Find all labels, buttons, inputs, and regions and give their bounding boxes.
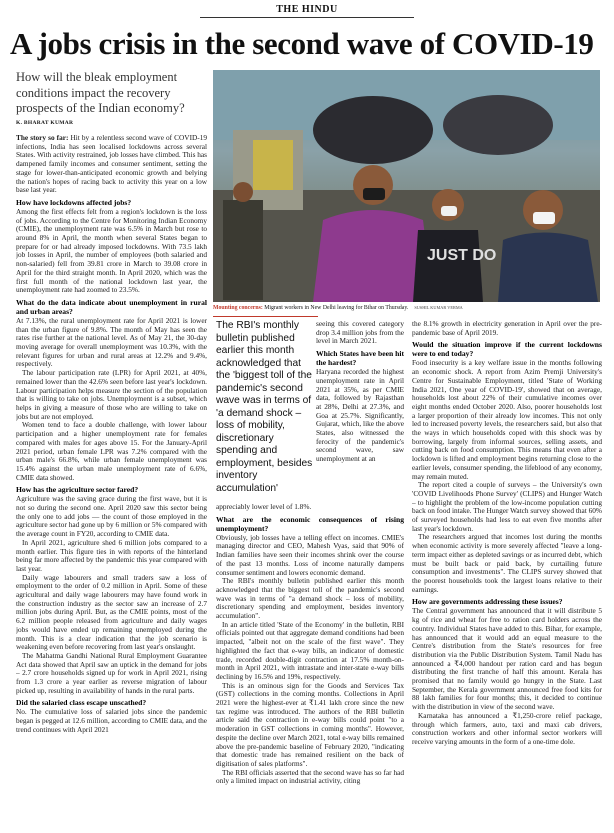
paragraph: Among the first effects felt from a region's lockdown is the loss of jobs. According to the Centre for Monitoring Indian Economy (CMIE), the unemployment rate was 6.5% in March but rose to around 8% in April, the month when several States began to prepare for or had already imposed lockdowns. With 73.5 lakh job losses in April, the number of employees (both salaried and non-salaried) fell from 39.81 crore in March to 39.08 crore in April for the third straight month. In April 2020, which was the first full month of the national lockdown last year, the unemployment rate had zoomed to 23.5%. xyxy=(16,206,207,295)
lead-label: The story so far: xyxy=(16,134,69,142)
paragraph: Agriculture was the saving grace during the first wave, but it is not so during the second one. April 2020 saw this sector being the only one to add jobs — the count of those employed in the agriculture sector had gone up by 6 million or 5% compared with the average count in FY20, according to CMIE data. xyxy=(16,494,207,539)
lead-text: Hit by a relentless second wave of COVID-19 infections, India has seen localised lockdowns across several States. With activity restrained, job losses have climbed. This has dampened family incomes and consumer sentiment, setting the stage for lower-than-anticipated economic growth and belying the nation's hopes of racing back to activity this year on a low base last year. xyxy=(16,134,207,195)
masthead xyxy=(0,4,614,15)
subhead-lockdowns: How have lockdowns affected jobs? xyxy=(16,197,132,207)
subhead-states: Which States have been hit the hardest? xyxy=(316,349,404,368)
paragraph: This is an ominous sign for the Goods and Services Tax (GST) collections in the coming months. Collections in April 2021 were the highest-ever at ₹1.41 lakh crore since the new tax regime was introduced. The authors of the RBI bulletin article said the contraction in e-way bills could point "to a moderation in GST collections in coming months". However, despite the decline over March 2021, total e-way bills remained above the pre-pandemic baseline of February 2020, "indicating that domestic trade has remained resilient on the back of digitisation of sales platforms". xyxy=(216,680,404,768)
subhead-economic-consequences: What are the economic consequences of rising unemployment? xyxy=(216,514,404,533)
migrant-workers-photo xyxy=(213,70,600,302)
column-3 xyxy=(412,320,602,825)
paragraph: Karnataka has announced a ₹1,250-crore relief package, through which farmers, auto, taxi and maxi cab drivers, construction workers and other informal sector workers will receive varying amounts in the form of a one-time dole. xyxy=(412,710,602,746)
paragraph: The RBI officials asserted that the second wave has so far had only a limited impact on industrial activity, citing xyxy=(216,767,404,786)
shirt-text: JUST DO xyxy=(427,247,497,264)
caption-label: Mounting concerns: xyxy=(213,305,263,311)
paragraph: No. The cumulative loss of salaried jobs since the pandemic began is pegged at 12.6 million, according to CMIE data, and the trend continues with April 2021 xyxy=(16,707,207,734)
paragraph: seeing this covered category drop 3.4 million jobs from the level in March 2021. xyxy=(316,320,404,346)
column-2-lower xyxy=(216,503,404,825)
paragraph: Obviously, job losses have a telling effect on incomes. CMIE's managing director and CEO, Mahesh Vyas, said that 90% of Indian families have seen their incomes shrink over the course of the past 13 months. Loss of income naturally dampens consumer sentiment and lowers economic demand. xyxy=(216,532,404,577)
subhead-situation-improve: Would the situation improve if the current lockdowns were to end today? xyxy=(412,340,602,359)
paragraph: The report cited a couple of surveys – the University's own 'COVID Livelihoods Phone Survey' (CLIPS) and Hunger Watch – to highlight the problem of the low-income population cutting back on food intake. The Hunger Watch survey showed that 60% of surveyed households had less to eat even five months after last year's lockdown. xyxy=(412,480,602,533)
column-2-upper xyxy=(316,320,404,505)
paragraph: The researchers argued that incomes lost during the months when economic activity is more severely affected "leave a long-term impact either as depleted savings or as incurred debt, which must be built back or paid back, by curtailing future consumption and investments". The CLIPS survey showed that the poorest households took the largest loans relative to their earnings. xyxy=(412,532,602,594)
byline: K. BHARAT KUMAR xyxy=(16,120,74,126)
paragraph: The labour participation rate (LPR) for April 2021, at 40%, remained lower than the 42.6% seen before last year's lockdown. Labour participation helps measure the section of the population that is willing to take on jobs. Unemployment is a subset, which helps in giving a measure of those who are willing to take on jobs but are not employed. xyxy=(16,368,207,421)
pull-quote-rule-top xyxy=(213,316,318,317)
paragraph: the 8.1% growth in electricity generation in April over the pre-pandemic base of April 2019. xyxy=(412,320,602,337)
deck: How will the bleak employment conditions impact the recovery prospects of the Indian economy? xyxy=(16,70,185,115)
paragraph: The Mahatma Gandhi National Rural Employment Guarantee Act data showed that April saw an uptick in the demand for jobs – 2.7 crore households signed up for work in April 2021, rising from 1.3 crore a year earlier as reverse migration of labour picked up, resulting in availability of hands in the rural parts. xyxy=(16,650,207,695)
paragraph: At 7.13%, the rural unemployment rate for April 2021 is lower than the urban figure of 9.8%. The month of May has seen the rates rise further at the national level. As of May 21, the 30-day moving average for overall unemployment was 10.3%, with the relevant figures for urban and rural areas at 12.2% and 9.4%, respectively. xyxy=(16,315,207,369)
paragraph: The RBI's monthly bulletin published earlier this month acknowledged that the biggest toll of the pandemic's second wave was in terms of "a demand shock – loss of mobility, discretionary spending and employment, besides inventory accumulation". xyxy=(216,576,404,621)
pull-quote: The RBI's monthly bulletin published earlier this month acknowledged that the 'biggest toll of the pandemic's second wave was in terms of 'a demand shock – loss of mobility, discretionary spending and employment, besides inventory accumulation' xyxy=(216,320,313,494)
subhead-governments: How are governments addressing these issues? xyxy=(412,597,563,607)
paragraph: The Central government has announced that it will distribute 5 kg of rice and wheat for free to ration card holders across the country. Individual States have added to this. Bihar, for example, has announced that it would add an equal measure to the Centre's distribution from the State's resources for free distribution via the Public Distribution System. Tamil Nadu has announced a ₹4,000 handout per ration card and has begun distributing the first tranche of half this amount. Kerala has promised that no family would go hungry in the State. Last September, the Kerala government announced free food kits for 88 lakh families for four months; this, it decided to continue with the distribution in view of the second wave. xyxy=(412,606,602,712)
paragraph: Food insecurity is a key welfare issue in the months following an economic shock. A report from Azim Premji University's Centre for Sustainable Employment, titled 'State of Working India 2021, One year of COVID-19', showed that on average, households lost about 22% of their cumulative incomes over eight months ended October 2020. Also, poorer households lost a larger proportion of their already low incomes. This not only led to increased poverty levels, the researchers said, but also that the ways in which households coped with this shock was by borrowing, largely from informal sources, selling assets, and cutting back on food consumption. This means that even after a lockdown is lifted and employment begins returning close to the earlier levels, consumer spending, the lifeblood of any economy, may remain muted. xyxy=(412,358,602,481)
paragraph: Women tend to face a double challenge, with lower labour participation and a higher unemployment rate for females compared with males for ages above 15. For the January-April 2021 period, urban female LPR was 7.2% compared with the urban male's 66.8%, while urban female unemployment was 15.4% against the urban male unemployment rate of 6.6%, CMIE data showed. xyxy=(16,420,207,482)
photo-credit: SUSHIL KUMAR VERMA xyxy=(414,305,463,310)
subhead-rural-urban: What do the data indicate about unemployment in rural and urban areas? xyxy=(16,297,207,316)
paragraph: Daily wage labourers and small traders saw a loss of employment to the order of 0.2 million in April. Some of these agricultural and daily wage labourers may have found work in the construction industry as the sector saw an increase of 2.7 million jobs during April. But, as the CMIE points, most of the 6.2 million people released from agriculture and daily wages jobs would have ended up remaining unemployed during the month. This is a clear indication that the job scenario is weakening even before recovering from last year's onslaught. xyxy=(16,572,207,652)
masthead-rule xyxy=(200,17,414,18)
news-photo xyxy=(213,70,600,302)
paragraph: Haryana recorded the highest unemployment rate in April 2021 at 35%, as per CMIE data, followed by Rajasthan at 28%, Delhi at 27.3%, and Goa at 25.7%. Significantly, Gujarat, which, like the above States, also witnessed the ferocity of the pandemic's second wave, saw unemployment at an xyxy=(316,367,404,464)
paragraph: In April 2021, agriculture shed 6 million jobs compared to a month earlier. This figure ties in with reports of the hinterland being far more affected by the pandemic this year compared with last year. xyxy=(16,537,207,573)
headline: A jobs crisis in the second wave of COVID-19 xyxy=(10,26,594,61)
paragraph: In an article titled 'State of the Economy' in the bulletin, RBI officials pointed out that aggregate demand conditions had been impacted, "albeit not on the scale of the first wave". They highlighted the fact that e-way bills, an indicator of domestic trade, recorded double-digit contraction at 17.5% month-on-month in April 2021, with intrastate and inter-state e-way bills declining by 16.5% and 19%, respectively. xyxy=(216,619,404,681)
subhead-agriculture: How has the agriculture sector fared? xyxy=(16,485,139,495)
caption-text: Migrant workers in New Delhi leaving for Bihar on Thursday. xyxy=(262,305,409,311)
photo-caption xyxy=(213,304,603,312)
masthead-text: THE HINDU xyxy=(276,4,338,15)
subhead-salaried: Did the salaried class escape unscathed? xyxy=(16,698,147,708)
lead-paragraph xyxy=(16,134,207,195)
column-1 xyxy=(16,134,207,824)
paragraph: appreciably lower level of 1.8%. xyxy=(216,503,312,511)
